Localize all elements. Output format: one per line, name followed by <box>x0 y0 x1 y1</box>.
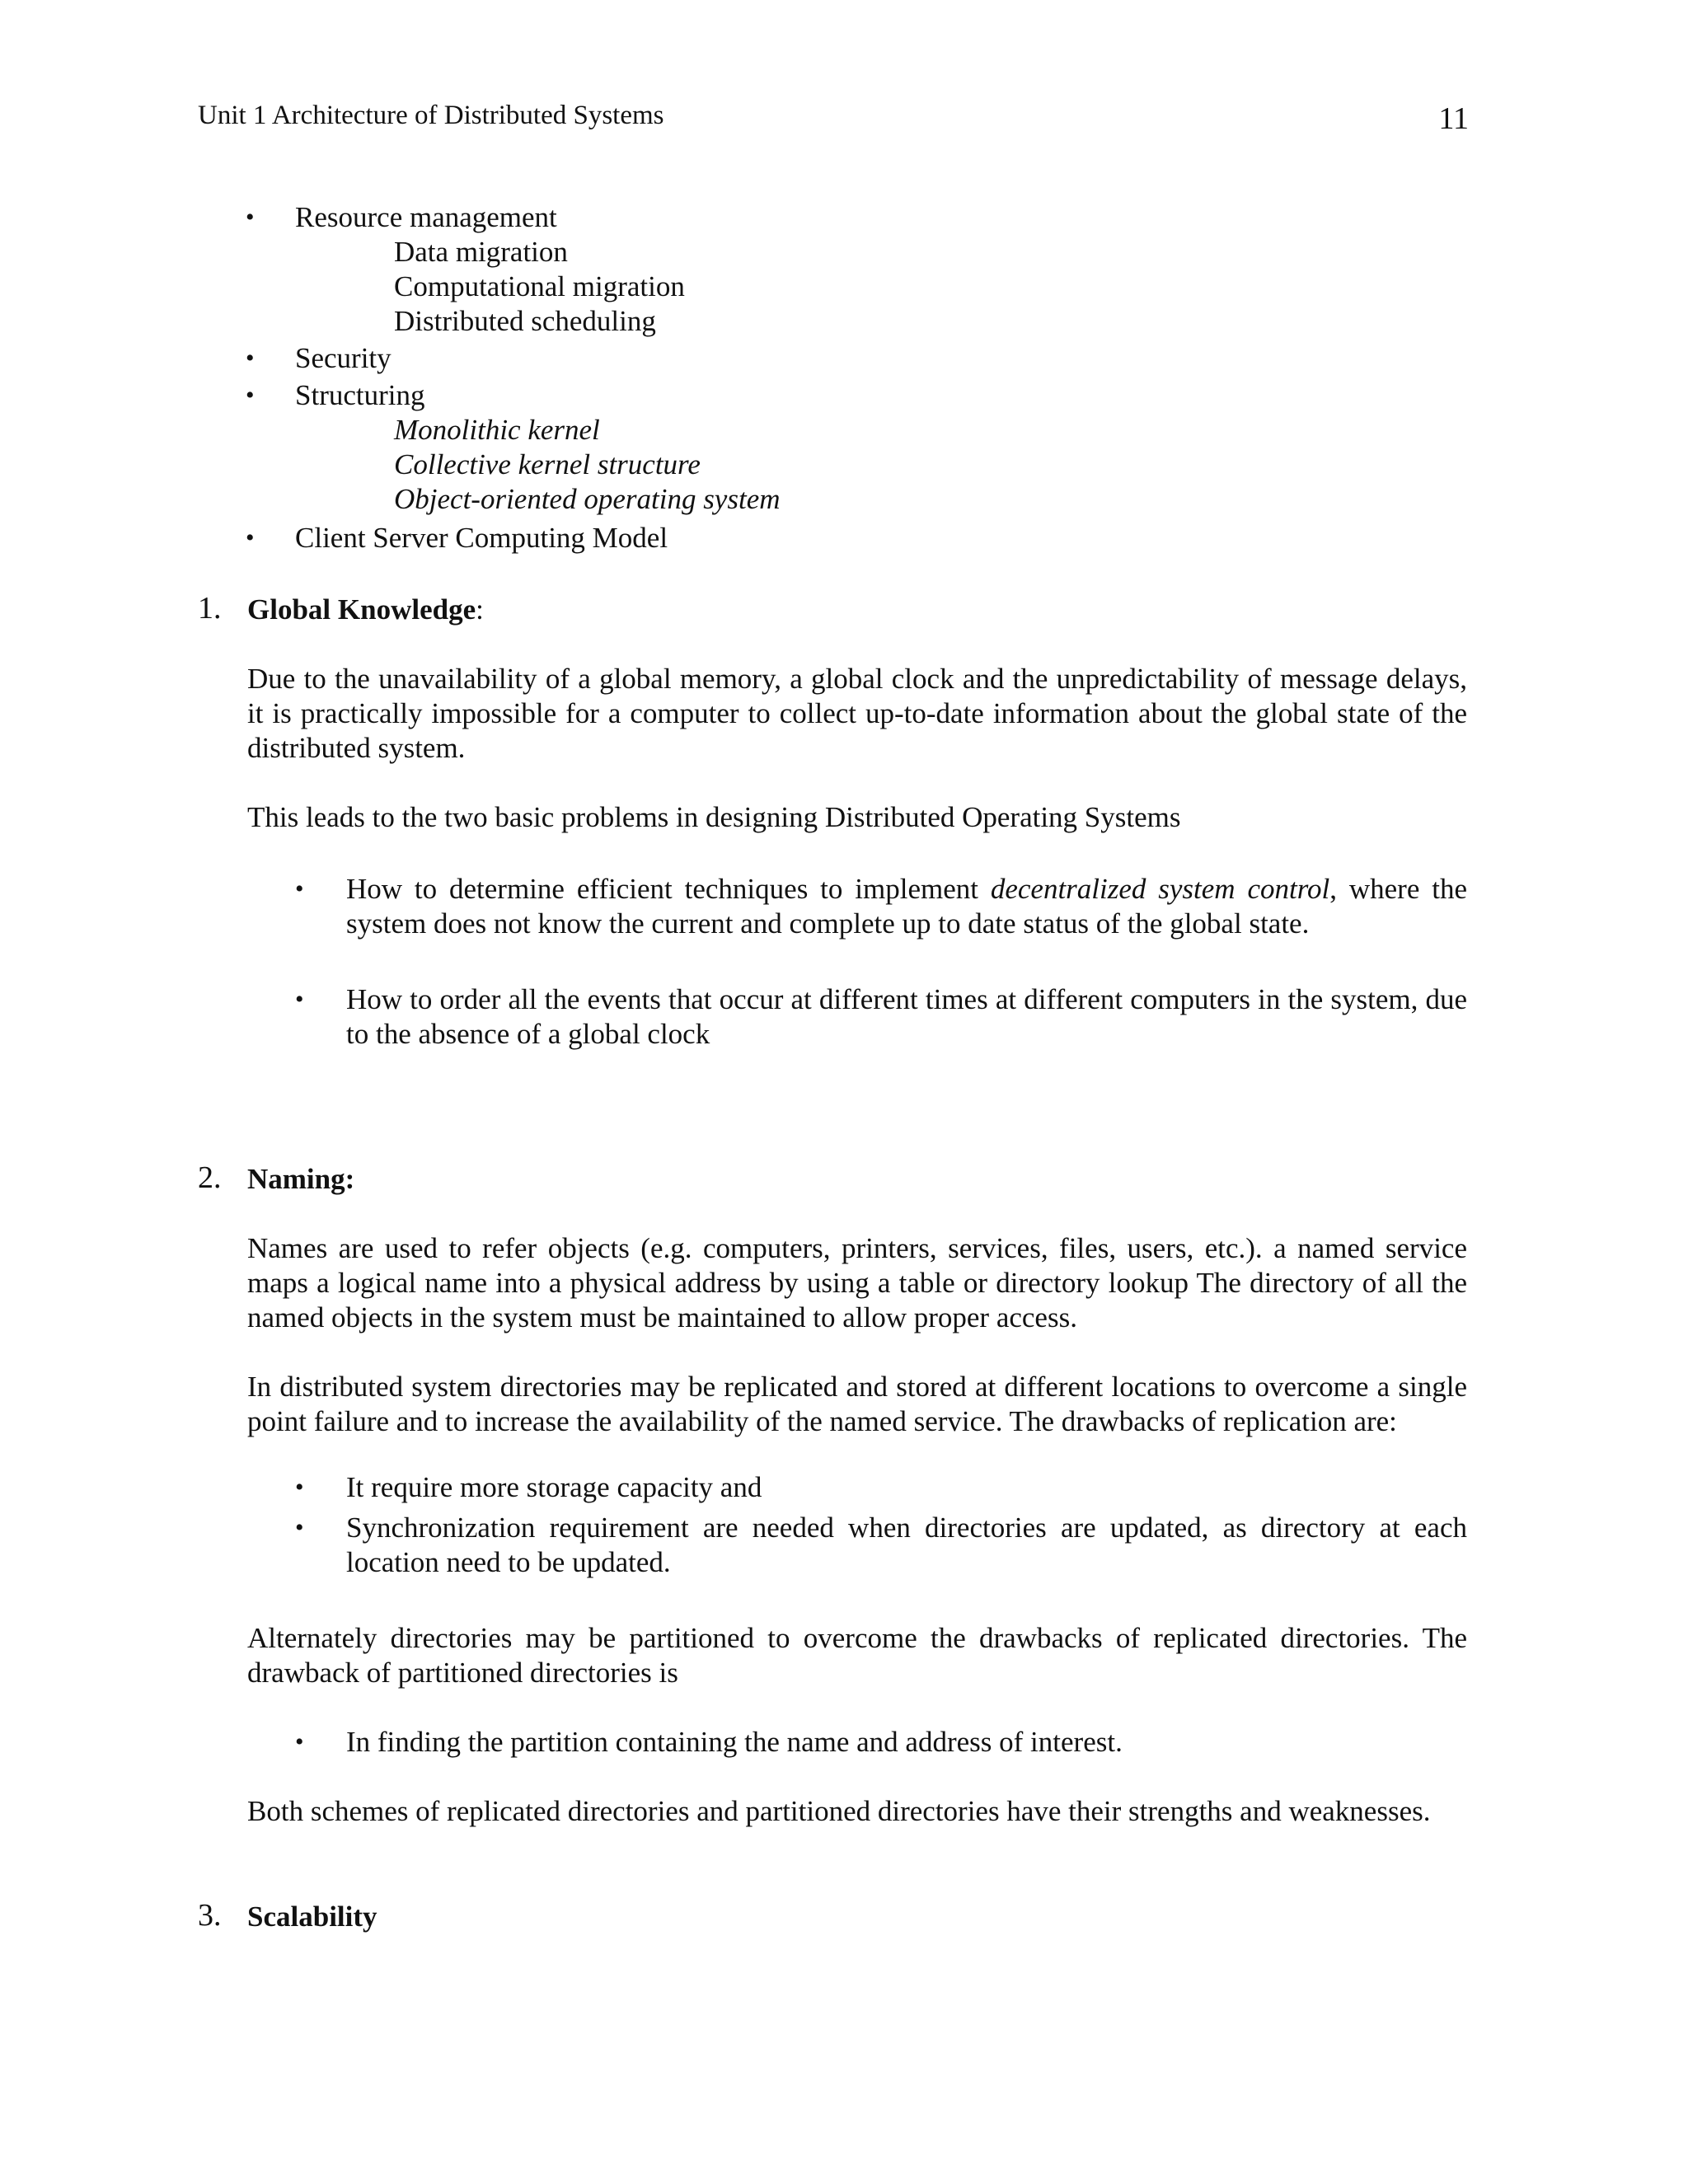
bullet-marker: • <box>246 344 255 372</box>
bullet-text: How to determine efficient techniques to implement <box>346 873 991 905</box>
emphasis-text: decentralized system control <box>990 873 1330 905</box>
section-number: 3. <box>198 1898 222 1933</box>
section-title-colon: : <box>476 593 484 626</box>
bullet-synchronization: Synchronization requirement are needed when directories are updated, as directory at each location need to be updated. <box>346 1511 1467 1578</box>
paragraph: Due to the unavailability of a global memory, a global clock and the unpredictability of message delays, it is practically impossible for a computer to collect up-to-date information about the global state of the distributed system. <box>247 663 1467 764</box>
bullet-marker: • <box>246 524 255 551</box>
paragraph: In distributed system directories may be replicated and stored at different locations to overcome a single point failure and to increase the availability of the named service. The drawbacks of replication are: <box>247 1371 1467 1437</box>
topic-client-server: Client Server Computing Model <box>295 522 668 554</box>
subtopic-object-oriented-os: Object-oriented operating system <box>394 483 781 515</box>
bullet-event-ordering: How to order all the events that occur at different times at different computers in the system, due to the absence of a global clock <box>346 983 1467 1050</box>
bullet-finding-partition: In finding the partition containing the name and address of interest. <box>346 1726 1123 1758</box>
section-heading-scalability: Scalability <box>247 1900 377 1933</box>
paragraph: This leads to the two basic problems in designing Distributed Operating Systems <box>247 801 1181 833</box>
subtopic-computational-migration: Computational migration <box>394 270 685 302</box>
topic-structuring: Structuring <box>295 379 425 411</box>
section-title: Global Knowledge <box>247 593 476 626</box>
bullet-decentralized-control <box>346 872 1467 941</box>
bullet-marker: • <box>295 1474 304 1501</box>
bullet-marker: • <box>295 986 304 1013</box>
bullet-text: , where the system does not know the current and complete up to date status of the global state. <box>346 873 1467 940</box>
topic-resource-management: Resource management <box>295 201 557 233</box>
bullet-marker: • <box>246 382 255 409</box>
section-number: 2. <box>198 1160 222 1195</box>
paragraph: Both schemes of replicated directories and partitioned directories have their strengths and weaknesses. <box>247 1795 1431 1827</box>
bullet-storage-capacity: It require more storage capacity and <box>346 1471 762 1503</box>
bullet-marker: • <box>295 875 304 902</box>
topic-security: Security <box>295 342 392 374</box>
section-heading-global-knowledge <box>247 593 484 627</box>
bullet-marker: • <box>246 204 255 231</box>
section-number: 1. <box>198 591 222 626</box>
subtopic-data-migration: Data migration <box>394 236 568 268</box>
bullet-marker: • <box>295 1728 304 1755</box>
subtopic-distributed-scheduling: Distributed scheduling <box>394 305 656 337</box>
paragraph: Names are used to refer objects (e.g. computers, printers, services, files, users, etc.). a named service maps a logical name into a physical address by using a table or directory lookup The directory of all the named objects in the system must be maintained to allow proper access. <box>247 1232 1467 1333</box>
bullet-marker: • <box>295 1514 304 1541</box>
subtopic-monolithic-kernel: Monolithic kernel <box>394 414 600 446</box>
paragraph: Alternately directories may be partitioned to overcome the drawbacks of replicated directories. The drawback of partitioned directories is <box>247 1622 1467 1689</box>
running-header: Unit 1 Architecture of Distributed Systems <box>198 101 664 130</box>
subtopic-collective-kernel: Collective kernel structure <box>394 448 701 480</box>
page-number: 11 <box>1438 101 1469 136</box>
section-heading-naming: Naming: <box>247 1163 355 1195</box>
